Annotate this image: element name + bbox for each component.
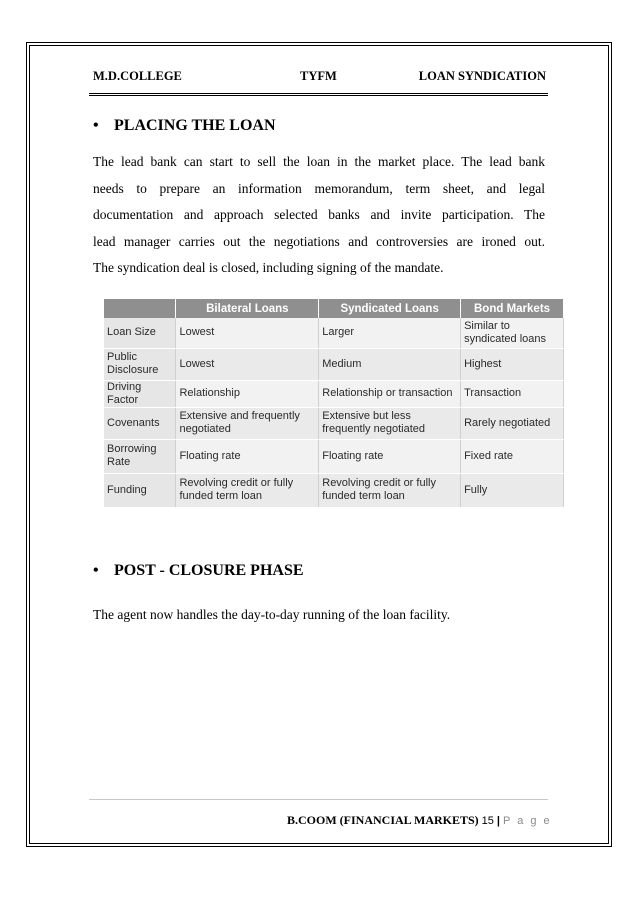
placing-paragraph [93, 149, 545, 282]
paragraph-line: documentation and approach selected banks and invite participation. The [93, 207, 545, 222]
header-rule [89, 93, 548, 96]
table-cell: Floating rate [176, 439, 319, 473]
table-cell: Fixed rate [461, 439, 564, 473]
bullet-icon: • [93, 117, 99, 134]
paragraph-text: The agent now handles the day-to-day running of the loan facility. [93, 607, 451, 622]
header-course: TYFM [300, 69, 337, 83]
table-header-row [104, 299, 564, 318]
table-cell: Funding [104, 473, 176, 507]
table-row [104, 439, 564, 473]
section-heading-placing [93, 117, 276, 135]
table-cell: Relationship [176, 380, 319, 407]
header-topic: LOAN SYNDICATION [418, 69, 546, 83]
table-cell: Similar to syndicated loans [461, 318, 564, 348]
page-word: P a g e [503, 815, 552, 827]
table-cell: Driving Factor [104, 380, 176, 407]
table-row [104, 407, 564, 439]
table-cell: Larger [319, 318, 461, 348]
table-header-cell: Bond Markets [461, 299, 564, 318]
table-cell: Borrowing Rate [104, 439, 176, 473]
table-cell: Revolving credit or fully funded term loan [319, 473, 461, 507]
table-cell: Rarely negotiated [461, 407, 564, 439]
page-footer [287, 813, 552, 828]
table-cell: Lowest [176, 348, 319, 380]
table-cell: Extensive and frequently negotiated [176, 407, 319, 439]
paragraph-line: The lead bank can start to sell the loan in the market place. The lead bank [93, 154, 545, 169]
table-cell: Medium [319, 348, 461, 380]
table-row [104, 380, 564, 407]
section-heading-post-closure [93, 562, 304, 580]
footer-rule [89, 799, 548, 800]
paragraph-line: lead manager carries out the negotiations and controversies are ironed out. [93, 233, 545, 249]
table-cell: Covenants [104, 407, 176, 439]
header-college: M.D.COLLEGE [93, 69, 182, 83]
heading-text: POST - CLOSURE PHASE [114, 562, 304, 579]
table-cell: Lowest [176, 318, 319, 348]
post-closure-paragraph [93, 602, 545, 629]
bullet-icon: • [93, 562, 99, 579]
paragraph-line: The syndication deal is closed, including signing of the mandate. [93, 260, 444, 275]
table-cell: Revolving credit or fully funded term loan [176, 473, 319, 507]
footer-course: B.COOM (FINANCIAL MARKETS) [287, 813, 479, 827]
table-cell: Transaction [461, 380, 564, 407]
table-cell: Extensive but less frequently negotiated [319, 407, 461, 439]
table-cell: Public Disclosure [104, 348, 176, 380]
table-cell: Highest [461, 348, 564, 380]
table-header-cell: Bilateral Loans [176, 299, 319, 318]
table-cell: Fully [461, 473, 564, 507]
paragraph-line: needs to prepare an information memorandum, term sheet, and legal [93, 180, 545, 196]
table-row [104, 318, 564, 348]
table-row [104, 348, 564, 380]
table-cell: Relationship or transaction [319, 380, 461, 407]
table-row [104, 473, 564, 507]
heading-text: PLACING THE LOAN [114, 117, 276, 134]
table-header-cell: Syndicated Loans [319, 299, 461, 318]
table-cell: Loan Size [104, 318, 176, 348]
page-header [93, 69, 546, 89]
table-header-cell [104, 299, 176, 318]
comparison-table [104, 299, 564, 508]
page-number: 15 [481, 815, 494, 827]
table-cell: Floating rate [319, 439, 461, 473]
footer-separator: | [496, 815, 500, 827]
